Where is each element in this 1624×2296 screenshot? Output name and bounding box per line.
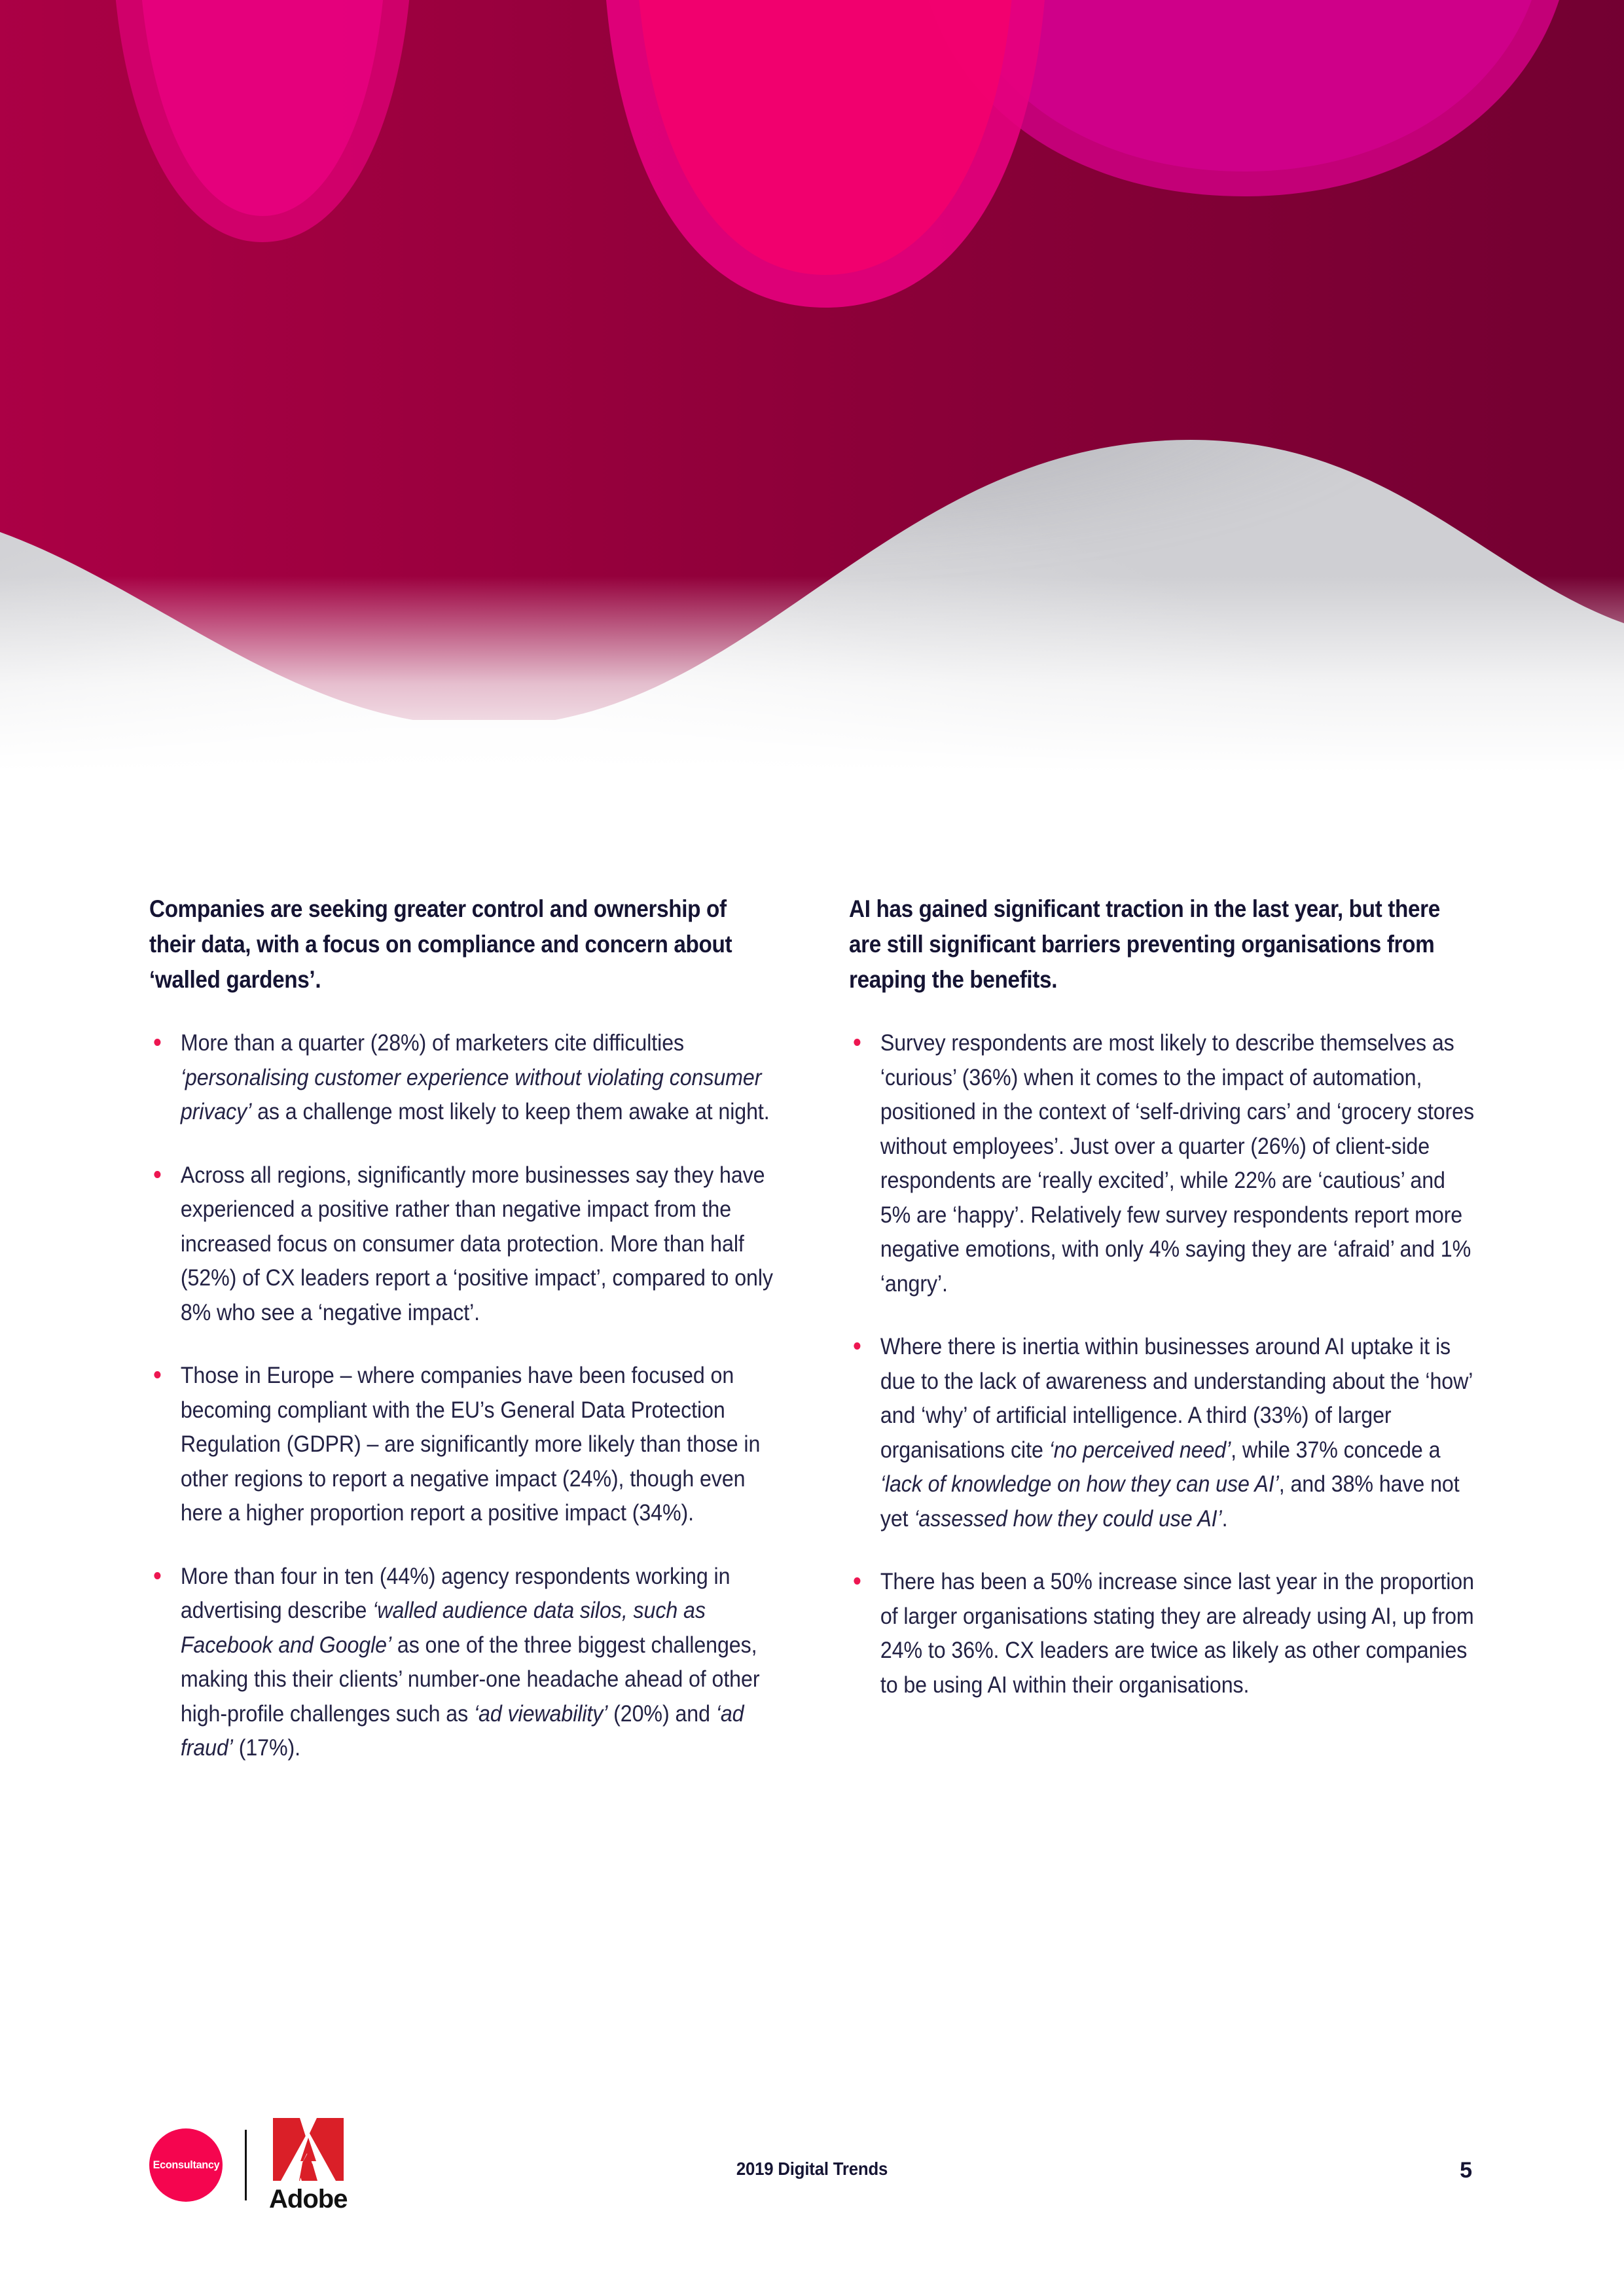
list-item xyxy=(149,1026,776,1130)
list-item xyxy=(149,1158,776,1331)
bullet-dot-icon xyxy=(154,1371,160,1378)
left-column-bullet-list xyxy=(149,1026,777,1766)
hero-abstract-artwork xyxy=(0,0,1624,772)
list-item xyxy=(849,1026,1475,1301)
list-item xyxy=(149,1359,776,1531)
column-left xyxy=(149,891,777,1766)
bullet-text: Across all regions, significantly more businesses say they have experienced a positive rather than negative impact from the increased focus on consumer data protection. More than half (52%) of CX leaders report a ‘positive impact’, compared to only 8% who see a ‘negative impact’. xyxy=(180,1162,773,1325)
bullet-text: More than a quarter (28%) of marketers cite difficulties ‘personalising customer experience without violating consumer privacy’ as a challenge most likely to keep them awake at night. xyxy=(180,1030,770,1125)
bullet-text: There has been a 50% increase since last year in the proportion of larger organisations stating they are already using AI, up from 24% to 36%. CX leaders are twice as likely as other companies to be using AI within their organisations. xyxy=(880,1569,1474,1698)
page-footer xyxy=(0,2100,1624,2296)
left-column-heading: Companies are seeking greater control and ownership of their data, with a focus on compliance and concern about ‘walled gardens’. xyxy=(149,895,732,994)
page-number: 5 xyxy=(1460,2158,1472,2183)
bullet-text: Where there is inertia within businesses around AI uptake it is due to the lack of awareness and understanding about the ‘how’ and ‘why’ of artificial intelligence. A third (33%) of larger organisations cite ‘no perceived need’, while 37% concede a ‘lack of knowledge on how they can use AI’, and 38% have not yet ‘assessed how they could use AI’. xyxy=(880,1334,1473,1532)
bullet-text: Those in Europe – where companies have been focused on becoming compliant with the EU’s General Data Protection Regulation (GDPR) – are significantly more likely than those in other regions to report a negative impact (24%), though even here a higher proportion report a positive impact (34%). xyxy=(180,1363,761,1526)
bullet-text: Survey respondents are most likely to describe themselves as ‘curious’ (36%) when it comes to the impact of automation, positioned in the context of ‘self-driving cars’ and ‘grocery stores without employees’. Just over a quarter (26%) of client-side respondents are ‘really excited’, while 22% are ‘cautious’ and 5% are ‘happy’. Relatively few survey respondents report more negative emotions, with only 4% saying they are ‘afraid’ and 1% ‘angry’. xyxy=(880,1030,1474,1297)
column-right xyxy=(849,891,1477,1766)
bullet-dot-icon xyxy=(854,1039,860,1046)
right-column-heading: AI has gained significant traction in the last year, but there are still significant barriers preventing organisations from reaping the benefits. xyxy=(849,895,1440,994)
bullet-dot-icon xyxy=(154,1572,160,1579)
bullet-dot-icon xyxy=(154,1039,160,1046)
bullet-dot-icon xyxy=(854,1577,860,1585)
list-item xyxy=(849,1330,1475,1536)
list-item xyxy=(149,1560,776,1766)
hero-bottom-fade xyxy=(0,576,1624,772)
footer-document-title: 2019 Digital Trends xyxy=(736,2159,888,2179)
list-item xyxy=(849,1565,1475,1702)
bullet-text: More than four in ten (44%) agency respondents working in advertising describe ‘walled audience data silos, such as Facebook and Google’ as one of the three biggest challenges, making this their clients’ number-one headache ahead of other high-profile challenges such as ‘ad viewability’ (20%) and ‘ad fraud’ (17%). xyxy=(180,1563,760,1761)
bullet-dot-icon xyxy=(854,1342,860,1350)
econsultancy-logo-label: Econsultancy xyxy=(153,2159,219,2171)
right-column-bullet-list xyxy=(849,1026,1477,1702)
article-body xyxy=(149,891,1477,1766)
adobe-wordmark-label: Adobe xyxy=(269,2185,348,2214)
bullet-dot-icon xyxy=(154,1171,160,1178)
